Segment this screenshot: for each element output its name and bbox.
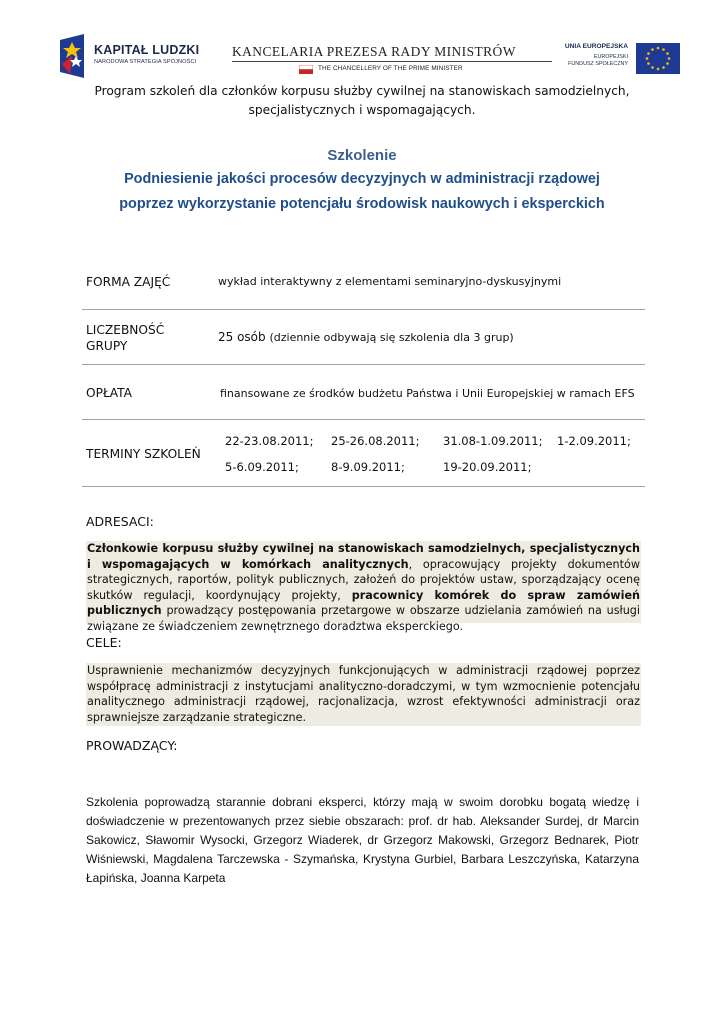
adresaci-bold-1: Członkowie korpusu służby cywilnej na stanowiskach samodzielnych, specjalistycznych i wspomagających w komórkach analitycznych	[87, 542, 640, 571]
liczebnosc-label-line2: GRUPY	[86, 339, 128, 353]
liczebnosc-label	[86, 322, 196, 354]
date-item: 19-20.09.2011;	[443, 460, 532, 474]
cele-heading: CELE:	[86, 635, 122, 650]
kprm-subtitle: THE CHANCELLERY OF THE PRIME MINISTER	[318, 65, 463, 72]
forma-label: FORMA ZAJĘĆ	[86, 275, 171, 289]
date-item: 1-2.09.2011;	[557, 434, 631, 448]
liczebnosc-value	[218, 330, 514, 344]
kapital-ludzki-subtitle: NARODOWA STRATEGIA SPÓJNOŚCI	[94, 59, 197, 65]
date-item: 5-6.09.2011;	[225, 460, 299, 474]
date-item: 25-26.08.2011;	[331, 434, 420, 448]
terminy-label: TERMINY SZKOLEŃ	[86, 447, 201, 461]
table-divider	[82, 309, 645, 310]
table-divider	[82, 419, 645, 420]
adresaci-text-1: , opracowujący projekty dokumentów strategicznych, raportów, polityk publicznych, założeń do projektów ustaw, sporządzający ocenę skutków regulacji, koordynujący projekty,	[87, 557, 640, 602]
kprm-divider	[232, 61, 552, 62]
kprm-title: KANCELARIA PREZESA RADY MINISTRÓW	[232, 44, 516, 59]
liczebnosc-label-line1: LICZEBNOŚĆ	[86, 323, 165, 337]
prowadzacy-heading: PROWADZĄCY:	[86, 738, 178, 753]
training-title-line-2: poprzez wykorzystanie potencjału środowisk naukowych i eksperckich	[119, 196, 605, 212]
eu-subtitle	[568, 54, 628, 68]
date-item: 8-9.09.2011;	[331, 460, 405, 474]
group-size-note: (dziennie odbywają się szkolenia dla 3 grup)	[269, 331, 514, 344]
cele-text: Usprawnienie mechanizmów decyzyjnych funkcjonujących w administracji rządowej poprzez współpracę administracji z instytucjami analityczno-doradczymi, w tym wzmocnienie potencjału analitycznego administracji rządowej, racjonalizacja, wzrost efektywności administracji oraz sprawniejsze zarządzanie strategiczne.	[86, 663, 641, 726]
eu-title: UNIA EUROPEJSKA	[564, 43, 628, 50]
oplata-value: finansowane ze środków budżetu Państwa i Unii Europejskiej w ramach EFS	[220, 387, 635, 400]
date-item: 22-23.08.2011;	[225, 434, 314, 448]
section-heading-szkolenie: Szkolenie	[327, 147, 397, 164]
forma-value: wykład interaktywny z elementami seminaryjno-dyskusyjnymi	[218, 275, 562, 288]
table-divider	[82, 364, 645, 365]
table-divider	[82, 486, 645, 487]
eu-flag-icon	[636, 43, 680, 74]
oplata-label: OPŁATA	[86, 386, 133, 400]
adresaci-bold-2: pracownicy komórek do spraw zamówień publicznych	[87, 588, 640, 618]
program-description	[80, 82, 644, 120]
kapital-ludzki-flag-icon	[58, 34, 88, 78]
eu-subtitle-line1: EUROPEJSKI	[593, 54, 628, 60]
adresaci-box	[86, 541, 641, 633]
program-line-2: specjalistycznych i wspomagających.	[248, 103, 476, 117]
kapital-ludzki-title: KAPITAŁ LUDZKI	[94, 43, 200, 57]
prowadzacy-text: Szkolenia poprowadzą starannie dobrani eksperci, którzy mają w swoim dorobku bogatą wiedzę i doświadczenie w prezentowanych przez siebie obszarach: prof. dr hab. Aleksander Surdej, dr Marcin Sakowicz, Sławomir Wysocki, Grzegorz Wiaderek, dr Grzegorz Makowski, Grzegorz Bednarek, Piotr Wiśniewski, Magdalena Tarczewska - Szymańska, Krystyna Gurbiel, Barbara Leszczyńska, Katarzyna Łapińska, Joanna Karpeta	[86, 795, 639, 885]
program-line-1: Program szkoleń dla członków korpusu służby cywilnej na stanowiskach samodzielnych,	[94, 84, 630, 98]
training-title-line-1: Podniesienie jakości procesów decyzyjnych w administracji rządowej	[124, 171, 600, 187]
eu-subtitle-line2: FUNDUSZ SPOŁECZNY	[568, 61, 628, 67]
group-size: 25 osób	[218, 330, 266, 344]
kprm-emblem-icon	[299, 65, 313, 74]
date-item: 31.08-1.09.2011;	[443, 434, 543, 448]
eu-logo	[558, 38, 682, 78]
adresaci-heading: ADRESACI:	[86, 514, 154, 529]
kapital-ludzki-logo	[58, 34, 198, 78]
adresaci-text-2: prowadzący postępowania przetargowe w obszarze udzielania zamówień na usługi związane ze świadczeniem zewnętrznego doradztwa eksperckiego.	[87, 604, 640, 633]
